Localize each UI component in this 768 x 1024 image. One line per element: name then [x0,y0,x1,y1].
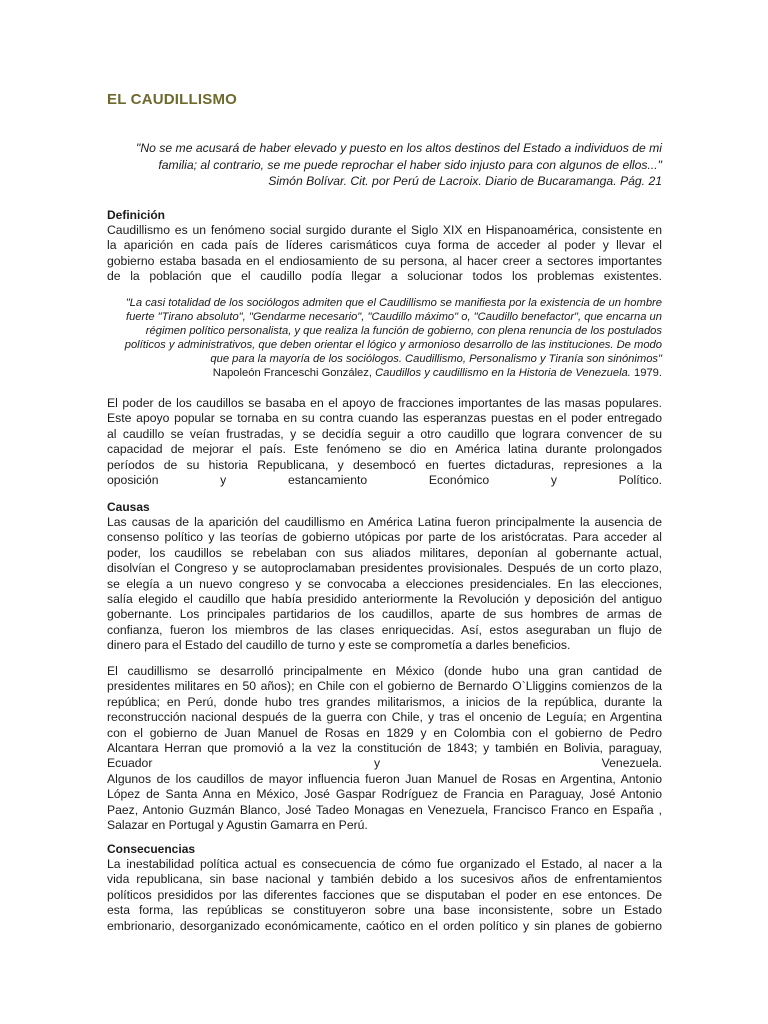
blockquote-line: fuerte "Tirano absoluto", "Gendarme necesario", "Caudillo máximo" o, "Caudillo benefactor", que encarna un [125,311,662,324]
paragraph-definicion [107,223,662,285]
text-line: gobierno estaba basada en el endiosamiento de su persona, al hacer creer a sectores importantes [107,253,662,268]
epigraph-line: "No se me acusará de haber elevado y puesto en los altos destinos del Estado a individuos de mi [136,141,662,155]
text-line: Salazar en Portugal y Agustin Gamarra en Perú. [107,818,368,833]
paragraph-desarrollo [107,664,662,833]
paragraph-causas [107,515,662,654]
text-line: dinero para el Estado del caudillo de turno y este se comprometía a darles beneficios. [107,638,571,653]
text-line: gobernante. Los principales partidarios de los caudillos, aparte de sus hombres de armas de [107,607,662,622]
text-line: Alcantara Herran que promovió a la vez la constitución de 1843; y también en Bolivia, paraguay, [107,741,662,756]
text-line: Algunos de los caudillos de mayor influencia fueron Juan Manuel de Rosas en Argentina, Antonio [107,771,662,786]
text-line: consenso político y las teorías de gobierno utópicas por parte de los aristócratas. Para acceder al [107,530,662,545]
text-line: al caudillo se veían frustradas, y se decidía seguir a otro caudillo que lograra convencer de su [107,426,662,441]
text-line: vida republicana, sin base nacional y también debido a los sucesivos años de enfrentamientos [107,872,662,887]
blockquote [117,296,662,381]
text-line: oposición y estancamiento Económico y Político. [107,473,662,488]
blockquote-line: "La casi totalidad de los sociólogos admiten que el Caudillismo se manifiesta por la existencia de un hombre [125,297,662,309]
blockquote-citation [117,366,662,380]
epigraph-citation: Simón Bolívar. Cit. por Perú de Lacroix. Diario de Bucaramanga. Pág. 21 [268,174,662,188]
epigraph [107,140,662,190]
text-line: de la población que el caudillo podía llegar a solucionar todos los problemas existentes. [107,269,662,284]
text-line: El caudillismo se desarrolló principalmente en México (donde hubo una gran cantidad de [107,664,662,678]
text-line: confianza, fueron los miembros de las clases enriquecidas. Así, estos aseguraban un flujo de [107,622,662,637]
epigraph-line: familia; al contrario, se me puede reprochar el haber sido injusto para con algunos de ellos..." [158,157,662,172]
paragraph-consecuencias [107,857,662,934]
text-line: salía elegido el caudillo que había presidido anteriormente la Revolución y deposición del antiguo [107,592,662,607]
text-line: Las causas de la aparición del caudillismo en América Latina fueron principalmente la ausencia de [107,515,662,529]
text-line: Caudillismo es un fenómeno social surgido durante el Siglo XIX en Hispanoamérica, consistente en [107,223,662,237]
text-line: con el gobierno de Juan Manuel de Rosas en 1829 y en Colombia con el gobierno de Pedro [107,725,662,740]
document-title: EL CAUDILLISMO [107,91,238,108]
text-line: la aparición en cada país de líderes carismáticos cuya forma de acceder al poder y llevar el [107,238,662,253]
text-line: embrionario, desorganizado económicamente, caótico en el orden político y sin planes de gobierno [107,918,662,933]
citation-author: Napoleón Franceschi González, [212,367,376,380]
heading-causas: Causas [107,500,150,514]
text-line: capacidad de mejorar el país. Este fenómeno se dio en América latina durante prolongados [107,442,662,457]
text-line: disolvían el Congreso y se autoproclamaban presidentes provisionales. Después de un corto plazo, [107,561,662,576]
heading-consecuencias: Consecuencias [107,842,196,856]
text-line: La inestabilidad política actual es consecuencia de cómo fue organizado el Estado, al nacer a la [107,857,662,871]
citation-year: 1979. [630,367,662,380]
blockquote-line: políticos y administrativos, que deben orientar el lógico y armonioso desarrollo de las instituciones. De modo [124,339,662,352]
blockquote-line: que para la mayoría de los sociólogos. Caudillismo, Personalismo y Tiranía son sinónimos" [210,353,662,366]
text-line: poder, los caudillos se rebelaban con sus aliados militares, deponían al gobernante actual, [107,545,662,560]
text-line: reconstrucción nacional después de la guerra con Chile, y tras el oncenio de Leguía; en Argentina [107,710,662,725]
text-line: López de Santa Anna en México, José Gaspar Rodríguez de Francia en Paraguay, José Antonio [107,787,662,802]
text-line: esta forma, las repúblicas se constituyeron sobre una base inconsistente, sobre un Estado [107,903,662,918]
text-line: presidentes militares en 50 años); en Chile con el gobierno de Bernardo O`Lliggins comienzos de la [107,679,662,694]
blockquote-line: régimen político personalista, y que realiza la función de gobierno, con plena renuncia de los postulados [145,325,662,338]
text-line: Paez, Antonio Guzmán Blanco, José Tadeo Monagas en Venezuela, Francisco Franco en España , [107,802,662,817]
text-line: Este apoyo popular se tornaba en su contra cuando las esperanzas puestas en el poder entregado [107,411,662,426]
text-line: El poder de los caudillos se basaba en el apoyo de fracciones importantes de las masas populares. [107,396,662,410]
text-line: políticos presididos por las diferentes facciones que se disputaban el poder en ese entonces. De [107,887,662,902]
text-line: república; en Perú, donde hubo tres grandes militarismos, a inicios de la república, durante la [107,694,662,709]
citation-work: Caudillos y caudillismo en la Historia de Venezuela. [375,367,631,380]
text-line: se elegía a un nuevo congreso y se convocaba a elecciones presidenciales. En las elecciones, [107,576,662,591]
heading-definicion: Definición [107,208,166,222]
text-line: Ecuador y Venezuela. [107,756,662,771]
paragraph-poder [107,396,662,488]
text-line: períodos de su historia Republicana, y desembocó en fuertes dictaduras, represiones a la [107,457,662,472]
